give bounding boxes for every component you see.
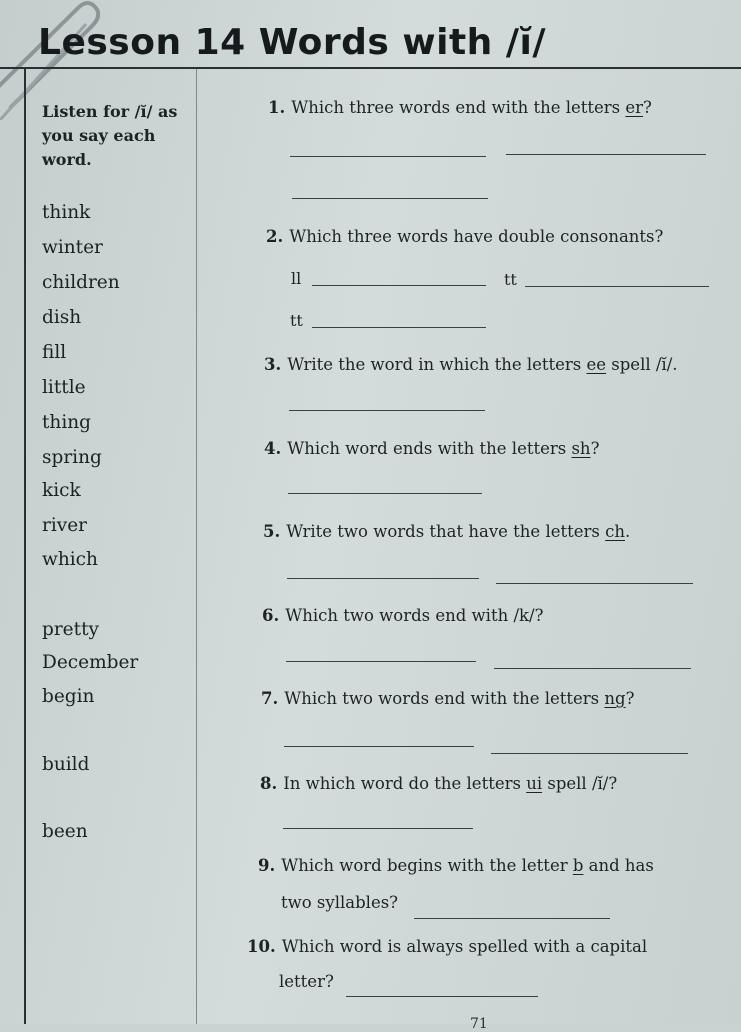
- word-item: December: [42, 652, 139, 673]
- title-rule: [0, 67, 741, 69]
- double-tt-label: tt: [290, 311, 303, 330]
- answer-blank[interactable]: [414, 918, 610, 919]
- word-item: thing: [42, 412, 92, 433]
- answer-blank[interactable]: [496, 583, 693, 584]
- answer-blank[interactable]: [283, 828, 473, 829]
- answer-blank[interactable]: [312, 285, 486, 286]
- question-9-continued: two syllables?: [281, 893, 399, 912]
- word-item: winter: [42, 237, 103, 258]
- answer-blank[interactable]: [491, 753, 688, 754]
- answer-blank[interactable]: [494, 668, 691, 669]
- answer-blank[interactable]: [287, 578, 479, 579]
- question-5: 5. Write two words that have the letters ch.: [263, 522, 631, 541]
- word-item: spring: [42, 447, 102, 468]
- page-number: 71: [470, 1016, 488, 1032]
- answer-blank[interactable]: [292, 198, 488, 199]
- answer-blank[interactable]: [289, 410, 485, 411]
- word-item: think: [42, 202, 91, 223]
- question-2: 2. Which three words have double consonants?: [266, 227, 664, 246]
- question-4: 4. Which word ends with the letters sh?: [264, 439, 600, 458]
- word-item: begin: [42, 686, 95, 707]
- word-item: children: [42, 272, 120, 293]
- word-item: river: [42, 515, 88, 536]
- question-6: 6. Which two words end with /k/?: [262, 606, 544, 625]
- question-10-continued: letter?: [279, 972, 334, 991]
- question-3: 3. Write the word in which the letters ee spell /ĭ/.: [264, 355, 678, 374]
- word-item: build: [42, 754, 90, 775]
- answer-blank[interactable]: [288, 493, 482, 494]
- word-item: little: [42, 377, 86, 398]
- question-1: 1. Which three words end with the letters er?: [268, 98, 652, 117]
- double-ll-label: ll: [291, 269, 302, 288]
- question-9: 9. Which word begins with the letter b and has: [258, 856, 654, 875]
- word-item: fill: [42, 342, 67, 363]
- word-item: dish: [42, 307, 82, 328]
- answer-blank[interactable]: [525, 286, 709, 287]
- answer-blank[interactable]: [284, 746, 474, 747]
- word-item: kick: [42, 480, 81, 501]
- answer-blank[interactable]: [286, 661, 476, 662]
- answer-blank[interactable]: [346, 996, 538, 997]
- word-item: pretty: [42, 619, 99, 640]
- column-divider: [196, 69, 197, 1024]
- answer-blank[interactable]: [506, 154, 706, 155]
- word-item: been: [42, 821, 88, 842]
- question-10: 10. Which word is always spelled with a capital: [247, 937, 648, 956]
- answer-blank[interactable]: [290, 156, 486, 157]
- double-tt-label: tt: [504, 270, 517, 289]
- left-margin-rule: [24, 69, 26, 1024]
- word-item: which: [42, 549, 98, 570]
- answer-blank[interactable]: [312, 327, 486, 328]
- question-8: 8. In which word do the letters ui spell /ĭ/?: [260, 774, 618, 793]
- page-title: Lesson 14 Words with /ĭ/: [38, 22, 546, 63]
- question-7: 7. Which two words end with the letters ng?: [261, 689, 635, 708]
- listen-instructions: Listen for /ĭ/ as you say each word.: [42, 102, 178, 169]
